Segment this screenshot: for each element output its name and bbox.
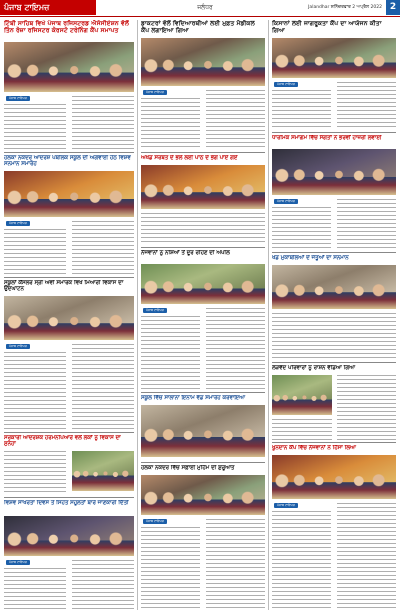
story-photo: [72, 451, 134, 491]
byline-tag: ਪੰਜਾਬ ਟਾਇਮਜ਼: [6, 344, 30, 349]
story: [4, 500, 134, 610]
story-headline: ਲੋੜਵੰਦ ਪਰਿਵਾਰਾਂ ਨੂੰ ਰਾਸ਼ਨ ਵੰਡਿਆ ਗਿਆ: [272, 365, 356, 371]
story: [4, 155, 134, 275]
story-headline: ਖੇਡ ਮੁਕਾਬਲਿਆਂ ਦੇ ਜੇਤੂਆਂ ਦਾ ਸਨਮਾਨ: [272, 255, 349, 261]
story-photo: [272, 455, 396, 499]
story-body: [4, 104, 66, 150]
section-name: ਜਲੰਧਰ: [197, 4, 213, 11]
story-photo: [4, 42, 134, 92]
story-headline: ਸਕੂਲ ਵਿੱਚ ਸਾਲਾਨਾ ਇਨਾਮ ਵੰਡ ਸਮਾਰੋਹ ਕਰਵਾਇਆ: [141, 395, 245, 401]
byline-tag: ਪੰਜਾਬ ਟਾਇਮਜ਼: [6, 96, 30, 101]
story-divider: [272, 442, 396, 443]
story-headline: ਵਿਸ਼ਵ ਸਾਖਰਤਾ ਦਿਵਸ ਤੇ ਸਿਹਤ ਸਹੂਲਤਾਂ ਬਾਰੇ ਜਾਣਕਾਰੀ ਦਿੱਤੀ: [4, 500, 129, 506]
story-headline: ਟਿੱਬੀ ਸਾਹਿਬ ਵਿਖੇ ਪੰਜਾਬ ਰਜਿਸਟਰਡ ਐਸੋਸੀਏਸ਼ਨ ਵੱਲੋਂ ਤਿੰਨ ਰੋਜ਼ਾ ਰਜਿਸਟਰ ਕੋਰਸਟੋ ਟਰੇਨਿੰਗ ਕੈਂਪ ਸਮਾਪਤ: [4, 20, 129, 35]
story-photo: [272, 375, 332, 415]
story-body: [206, 90, 265, 150]
story-divider: [141, 392, 265, 393]
story: [141, 155, 265, 245]
story: [141, 20, 265, 150]
story-body: [206, 308, 265, 390]
story-photo: [272, 38, 396, 78]
story-body: [141, 316, 200, 390]
story-photo: [272, 149, 396, 195]
story-headline: ਧਾਰਮਿਕ ਸਮਾਗਮ ਵਿੱਚ ਸੰਗਤਾਂ ਨੇ ਭਰਵੀਂ ਹਾਜ਼ਰੀ ਲਵਾਈ: [272, 135, 382, 141]
story-photo: [141, 165, 265, 209]
story-body: [72, 560, 134, 610]
byline-tag: ਪੰਜਾਬ ਟਾਇਮਜ਼: [143, 90, 167, 95]
story-body: [4, 451, 66, 495]
story-body: [4, 352, 66, 430]
story: [272, 445, 396, 610]
byline-tag: ਪੰਜਾਬ ਟਾਇਮਜ਼: [6, 560, 30, 565]
story-body: [337, 503, 396, 610]
story-photo: [141, 475, 265, 515]
story-photo: [4, 171, 134, 217]
story-divider: [4, 432, 134, 433]
story-headline: ਸਕੂਲਾਂ ਕੌਂਸਲਰ ਸ੍ਰੀ ਅਵੀ ਸਮਾਰਕ ਵਿਖੇ ਮਿਆਰੀ ਵਿਕਾਸ ਦਾ ਉਦਘਾਟਨ: [4, 280, 124, 293]
masthead: [0, 0, 400, 17]
story-body: [206, 519, 265, 610]
story-body: [272, 419, 332, 440]
story-divider: [272, 132, 396, 133]
story-headline: ਨੌਜਵਾਨਾਂ ਨੂੰ ਨਸ਼ਿਆਂ ਤੋਂ ਦੂਰ ਰਹਿਣ ਦੀ ਅਪੀਲ: [141, 250, 230, 256]
story-divider: [141, 152, 265, 153]
story-body: [337, 199, 396, 250]
story: [272, 20, 396, 130]
story-photo: [141, 264, 265, 304]
story: [141, 395, 265, 460]
story-body: [272, 90, 331, 130]
story-body: [337, 375, 396, 440]
story-body: [272, 511, 331, 610]
column-divider: [268, 20, 269, 610]
story: [4, 280, 134, 430]
story: [4, 20, 134, 150]
story-headline: ਕਿਸਾਨਾਂ ਲਈ ਜਾਗਰੂਕਤਾ ਕੈਂਪ ਦਾ ਆਯੋਜਨ ਕੀਤਾ ਗਿਆ: [272, 20, 382, 35]
story: [141, 465, 265, 610]
story: [4, 435, 134, 495]
story-divider: [272, 252, 396, 253]
story-headline: ਹਲਕਾ ਨਕੋਦਰ ਵਿੱਚ ਸਫ਼ਾਈ ਮੁਹਿੰਮ ਦੀ ਸ਼ੁਰੂਆਤ: [141, 465, 235, 471]
story-body: [141, 98, 200, 150]
story-body: [337, 82, 396, 130]
story-body: [72, 344, 134, 430]
story-divider: [141, 462, 265, 463]
page-number: 2: [386, 0, 400, 15]
byline-tag: ਪੰਜਾਬ ਟਾਇਮਜ਼: [143, 308, 167, 313]
story-divider: [272, 362, 396, 363]
story-headline: ਹਲਕਾ ਨਕੋਦਰ ਆਦਰਸ਼ ਪਬਲਿਕ ਸਕੂਲ ਦੀ ਅਗਵਾਈ ਹੇਠ ਵਿਸ਼ਵ ਸਨਮਾਨ ਸਮਾਰੋਹ: [4, 155, 131, 168]
edition-date: Jalandhar ਸ਼ਨਿੱਚਰਵਾਰ 2 ਅਪ੍ਰੈਲ 2022: [308, 5, 382, 10]
story-body: [141, 213, 265, 245]
story-headline: ਖੂਨਦਾਨ ਕੈਂਪ ਵਿੱਚ ਨੌਜਵਾਨਾਂ ਨੇ ਹਿੱਸਾ ਲਿਆ: [272, 445, 356, 451]
story-body: [4, 229, 66, 275]
story-body: [4, 568, 66, 610]
story-photo: [4, 516, 134, 556]
story-headline: ਅਖੰਡ ਸਰਬਤ ਦੇ ਭਲੇ ਲਈ ਪਾਠ ਦੇ ਭੋਗ ਪਾਏ ਗਏ: [141, 155, 238, 161]
story: [272, 135, 396, 250]
byline-tag: ਪੰਜਾਬ ਟਾਇਮਜ਼: [274, 82, 298, 87]
story-divider: [4, 277, 134, 278]
story-body: [141, 527, 200, 610]
story-headline: ਡਾਕਟਰਾਂ ਵੱਲੋਂ ਵਿਦਿਆਰਥੀਆਂ ਲਈ ਮੁਫ਼ਤ ਮੈਡੀਕਲ ਕੈਂਪ ਲਗਾਇਆ ਗਿਆ: [141, 20, 255, 35]
story-photo: [141, 38, 265, 86]
story-body: [72, 221, 134, 275]
story: [272, 255, 396, 360]
byline-tag: ਪੰਜਾਬ ਟਾਇਮਜ਼: [274, 199, 298, 204]
story: [272, 365, 396, 440]
story: [141, 250, 265, 390]
story-photo: [141, 405, 265, 457]
story-body: [272, 207, 331, 250]
story-divider: [4, 152, 134, 153]
brand-logo: ਪੰਜਾਬ ਟਾਇਮਜ਼: [0, 0, 96, 15]
story-body: [72, 96, 134, 150]
byline-tag: ਪੰਜਾਬ ਟਾਇਮਜ਼: [274, 503, 298, 508]
story-photo: [272, 265, 396, 309]
story-divider: [4, 497, 134, 498]
story-body: [272, 313, 396, 360]
column-divider: [137, 20, 138, 610]
byline-tag: ਪੰਜਾਬ ਟਾਇਮਜ਼: [6, 221, 30, 226]
story-photo: [4, 296, 134, 340]
byline-tag: ਪੰਜਾਬ ਟਾਇਮਜ਼: [143, 519, 167, 524]
story-divider: [141, 247, 265, 248]
story-headline: ਸਰਕਾਰੀ ਆਦਰਸ਼ਕ ਹਰਮਨਪਿਆਰੇ ਵਲੋਂ ਲੋਕਾਂ ਨੂੰ ਵਿਕਾਸ ਦਾ ਸੁਨੇਹਾ: [4, 435, 121, 448]
